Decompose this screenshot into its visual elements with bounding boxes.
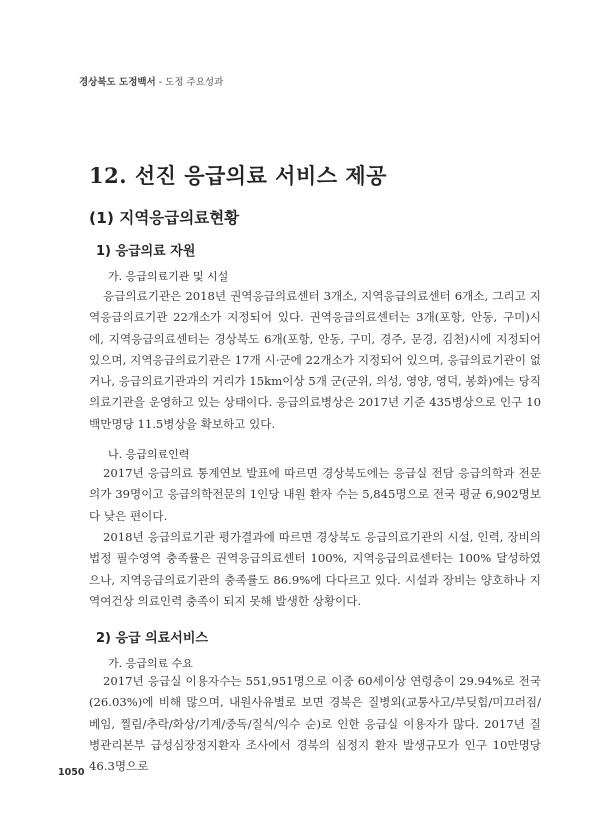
running-header [79,74,223,88]
paragraph-facilities: 응급의료기관은 2018년 권역응급의료센터 3개소, 지역응급의료센터 6개소, 그리고 지역응급의료기관 22개소가 지정되어 있다. 권역응급의료센터는 3개(포항, 안동, 구미)시에, 지역응급의료센터는 경상북도 6개(포항, 안동, 구미, 경주, 문경, 김천)시에 지정되어 있으며, 지역응급의료기관은 17개 시·군에 22개소가 지정되어 있으며, 응급의료기관이 없거나, 응급의료기관과의 거리가 15km이상 5개 군(군위, 의성, 영양, 영덕, 봉화)에는 당직의료기관을 운영하고 있는 상태이다. 응급의료병상은 2017년 기준 435병상으로 인구 10백만명당 11.5병상을 확보하고 있다. [89,289,541,431]
subsection-heading-services: 2) 응급 의료서비스 [96,631,208,646]
subsection-heading-resources: 1) 응급의료 자원 [96,244,196,259]
paragraph-demand: 2017년 응급실 이용자수는 551,951명으로 이중 60세이상 연령층이 29.94%로 전국(26.03%)에 비해 많으며, 내원사유별로 보면 경북은 질병외(교통사고/부딪힘/미끄러짐/베임, 찔림/추락/화상/기계/중독/질식/익수 순)로 인한 응급실 이용자가 많다. 2017년 질병관리본부 급성심장정지환자 조사에서 경북의 심정지 환자 발생규모가 인구 10만명당 46.3명으로 [89,674,541,774]
book-title: 경상북도 도정백서 [79,77,156,88]
item-heading-personnel: 나. 응급의료인력 [108,448,190,461]
item-heading-demand: 가. 응급의료 수요 [108,657,193,670]
section-heading: (1) 지역응급의료현황 [89,209,240,227]
header-separator: - [155,77,166,88]
paragraph-personnel-2: 2018년 응급의료기관 평가결과에 따르면 경상북도 응급의료기관의 시설, 인력, 장비의 법정 필수영역 충족률은 권역응급의료센터 100%, 지역응급의료센터는 100% 달성하였으나, 지역응급의료기관의 충족률도 86.9%에 다다르고 있다. 시설과 장비는 양호하나 지역여건상 의료인력 충족이 되지 못해 발생한 상황이다. [89,530,541,608]
header-section: 도정 주요성과 [165,77,224,88]
page-number: 1050 [58,767,85,778]
chapter-title: 12. 선진 응급의료 서비스 제공 [89,163,387,188]
paragraph-personnel-1: 2017년 응급의료 통계연보 발표에 따르면 경상북도에는 응급실 전담 응급의학과 전문의가 39명이고 응급의학전문의 1인당 내원 환자 수는 5,845명으로 전국 평균 6,902명보다 낮은 편이다. [89,466,541,523]
item-heading-facilities: 가. 응급의료기관 및 시설 [108,270,229,283]
